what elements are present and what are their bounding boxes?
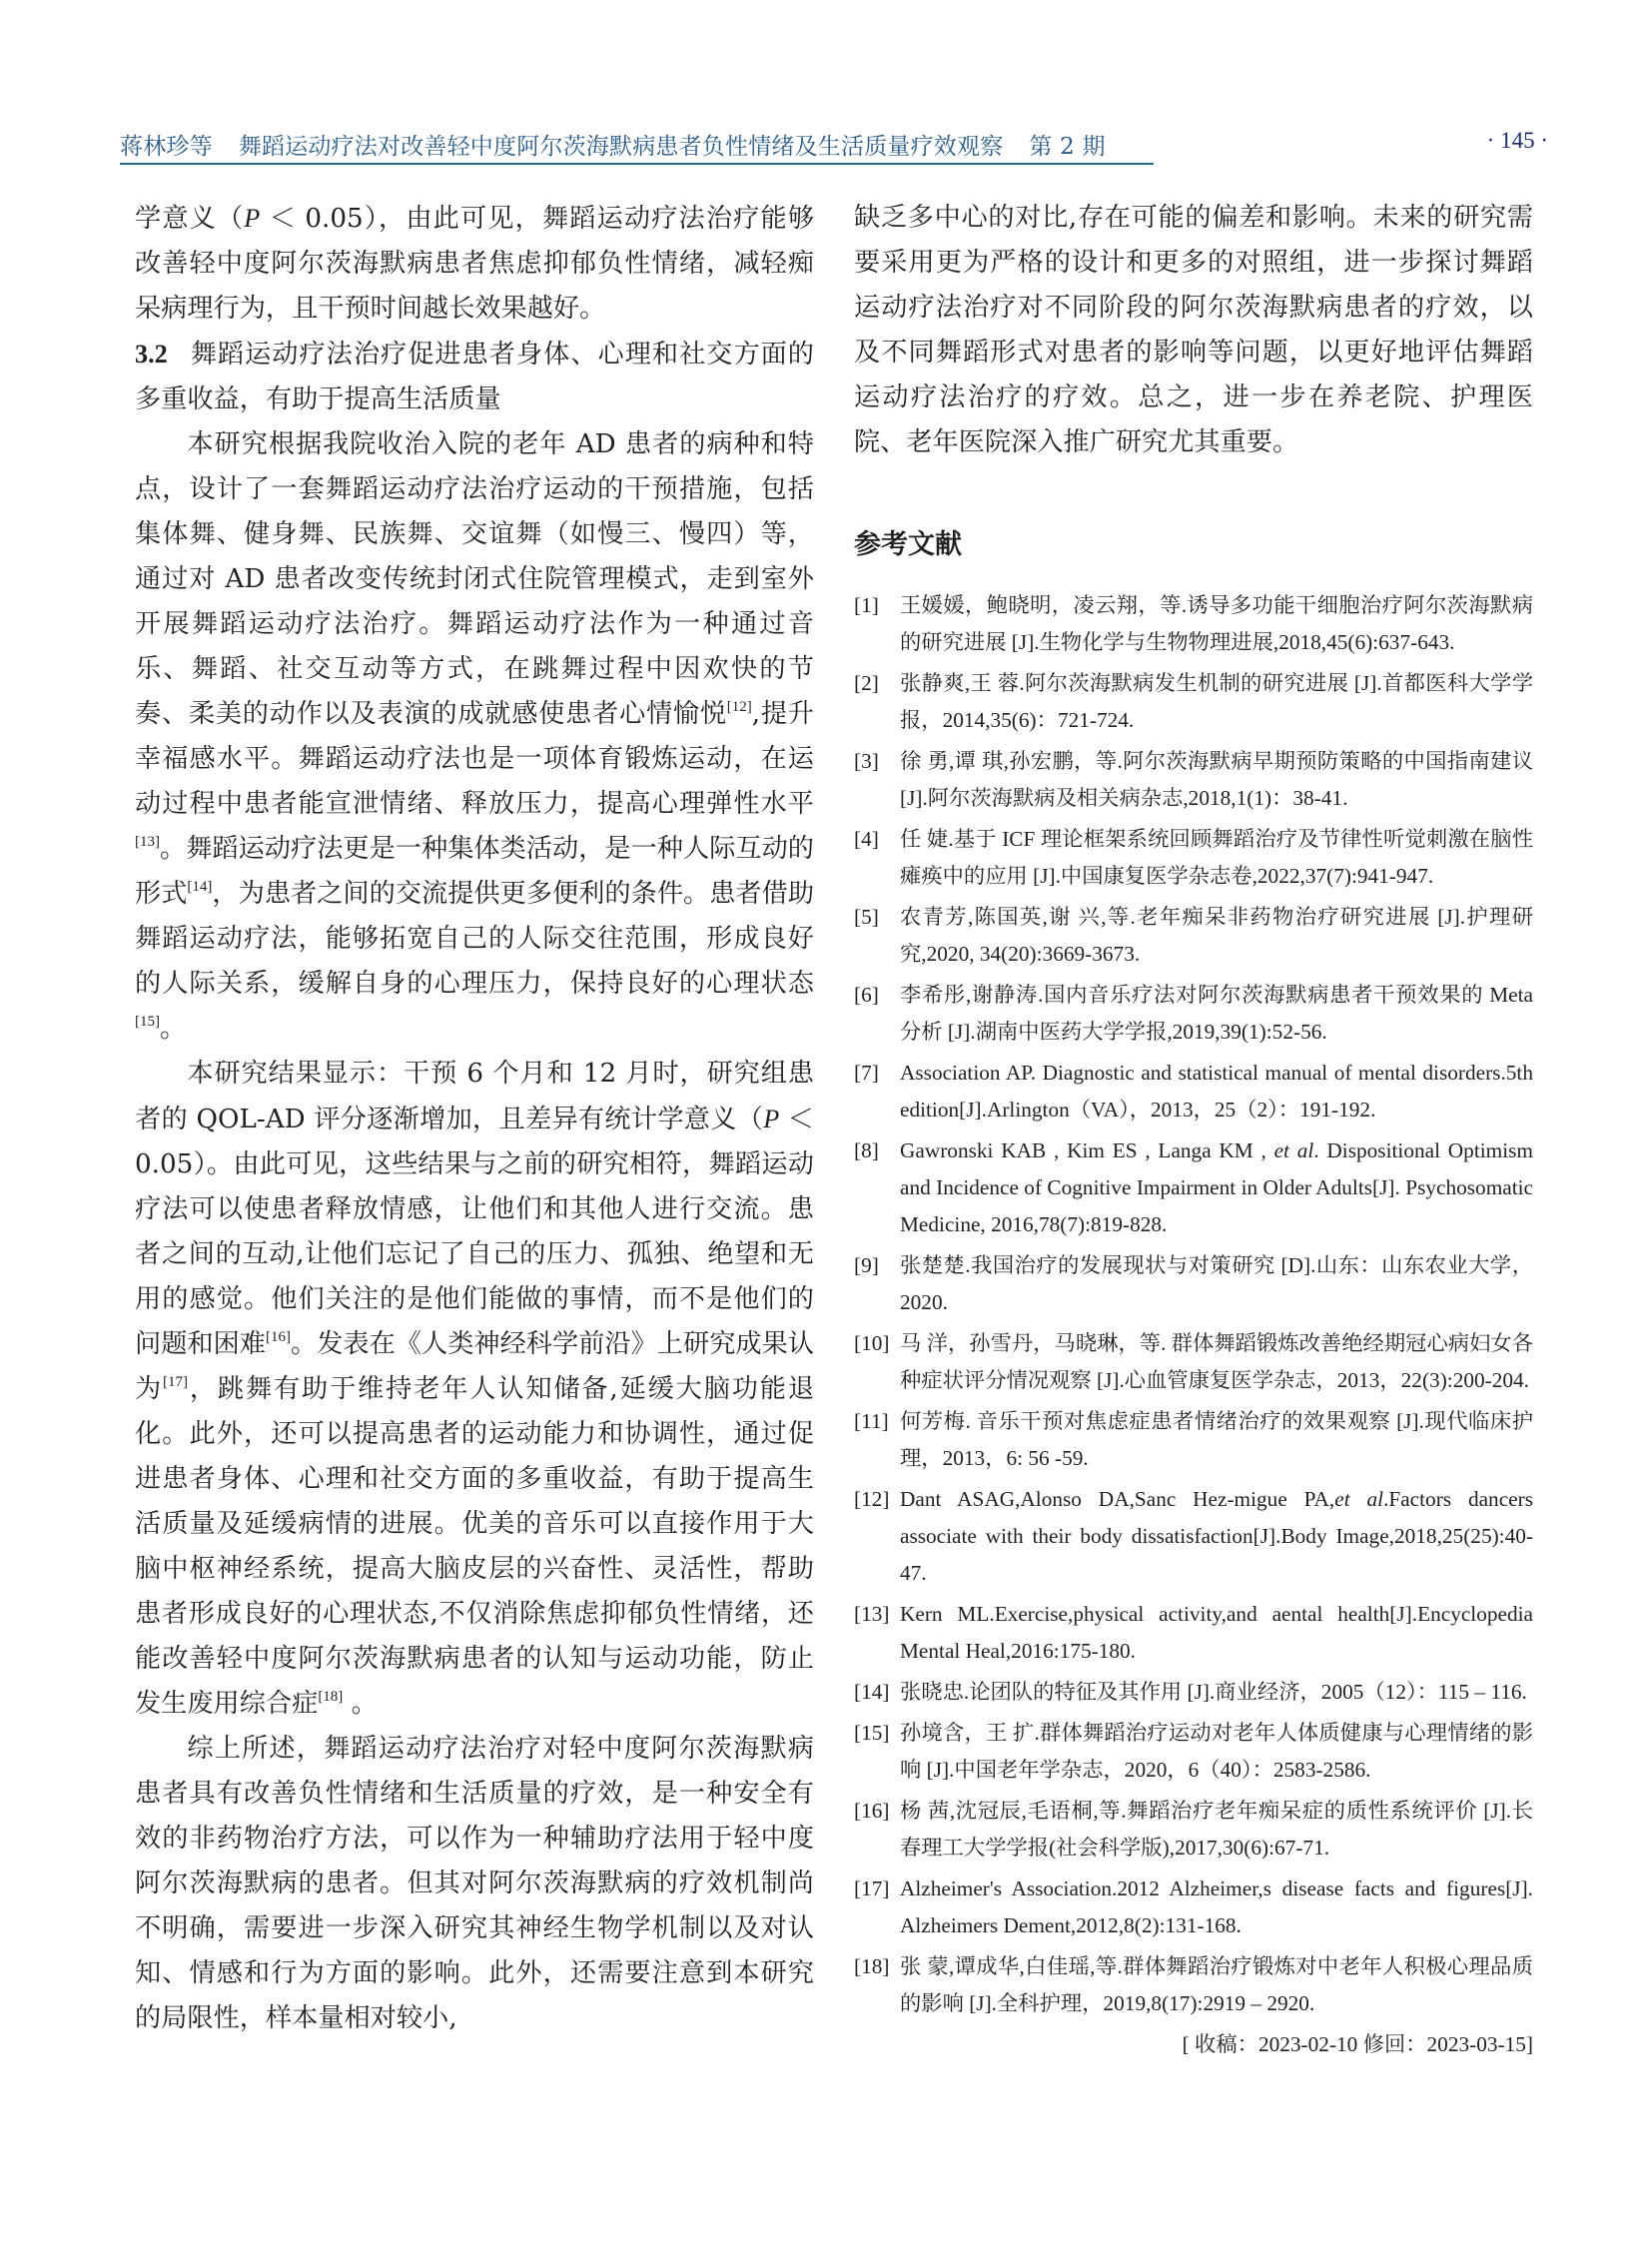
text-run: Gawronski KAB , Kim ES , Langa KM , (900, 1138, 1274, 1162)
reference-text: 孙境含，王 扩.群体舞蹈治疗运动对老年人体质健康与心理情绪的影响 [J].中国老年学杂志，2020，6（40）：2583-2586. (900, 1721, 1533, 1782)
reference-number: [12] (854, 1487, 890, 1511)
reference-text: Kern ML.Exercise,physical activity,and aental health[J].Encyclopedia Mental Heal,2016:175-180. (900, 1602, 1533, 1663)
citation-15[interactable]: [15] (135, 1014, 160, 1030)
reference-number: [5] (854, 905, 879, 929)
reference-item (854, 977, 1533, 1051)
reference-text: Association AP. Diagnostic and statistical manual of mental disorders.5th edition[J].Arlington（VA），2013，25（2）：191-192. (900, 1061, 1533, 1121)
section-number: 3.2 (135, 340, 168, 369)
paragraph-continuation (135, 196, 814, 332)
text-run: . Dispositional Optimism and Incidence of Cognitive Impairment in Older Adults[J]. Psychosomatic Medicine, 2016,78(7):819-828. (900, 1138, 1533, 1236)
citation-13[interactable]: [13] (135, 834, 160, 850)
reference-text (900, 1481, 1533, 1592)
reference-item (854, 899, 1533, 973)
reference-number: [9] (854, 1253, 879, 1277)
paragraph-intervention (135, 422, 814, 1052)
text-run: Dant ASAG,Alonso DA,Sanc Hez-migue PA, (900, 1487, 1335, 1511)
reference-item (854, 1481, 1533, 1592)
reference-item (854, 587, 1533, 661)
reference-number: [14] (854, 1680, 890, 1704)
left-column (135, 196, 814, 2041)
reference-item (854, 1948, 1533, 2022)
reference-text: 任 婕.基于 ICF 理论框架系统回顾舞蹈治疗及节律性听觉刺激在脑性瘫痪中的应用 [J].中国康复医学杂志卷,2022,37(7):941-947. (900, 827, 1533, 888)
reference-number: [1] (854, 593, 879, 617)
reference-text: 张晓忠.论团队的特征及其作用 [J].商业经济，2005（12）：115 – 116. (900, 1680, 1527, 1704)
citation-17[interactable]: [17] (163, 1374, 189, 1390)
text-run: 。 (160, 1014, 187, 1044)
reference-number: [13] (854, 1602, 890, 1626)
header-author: 蒋林珍等 (120, 134, 213, 160)
reference-number: [3] (854, 749, 879, 773)
reference-text: 张 蒙,谭成华,白佳瑶,等.群体舞蹈治疗锻炼对中老年人积极心理品质的影响 [J].全科护理，2019,8(17):2919 – 2920. (900, 1954, 1533, 2015)
text-run: 。发表在《人类神经科学前沿》上研究成果认为 (135, 1329, 814, 1404)
text-run: .Factors dancers associate with their body dissatisfaction[J].Body Image,2018,25(25):40-47. (900, 1487, 1533, 1585)
text-run: 本研究根据我院收治入院的老年 AD 患者的病种和特点，设计了一套舞蹈运动疗法治疗运动的干预措施，包括集体舞、健身舞、民族舞、交谊舞（如慢三、慢四）等，通过对 AD 患者改变传统封闭式住院管理模式，走到室外开展舞蹈运动疗法治疗。舞蹈运动疗法作为一种通过音乐、舞蹈、社交互动等方式，在跳舞过程中因欢快的节奏、柔美的动作以及表演的成就感使患者心情愉悦 (135, 429, 814, 729)
text-run: ,提升幸福感水平。舞蹈运动疗法也是一项体育锻炼运动，在运动过程中患者能宣泄情绪、释放压力，提高心理弹性水平 (135, 699, 814, 819)
reference-item (854, 1793, 1533, 1867)
reference-item (854, 821, 1533, 895)
text-run: 。舞蹈运动疗法更是一种集体类活动，是一种人际互动的形式 (135, 834, 814, 909)
paragraph-results (135, 1052, 814, 1727)
citation-14[interactable]: [14] (187, 879, 213, 895)
text-run: 本研究结果显示：干预 6 个月和 12 月时，研究组患者的 QOL-AD 评分逐渐增加，且差异有统计学意义（ (135, 1059, 814, 1134)
citation-16[interactable]: [16] (266, 1329, 291, 1345)
reference-number: [2] (854, 671, 879, 695)
reference-number: [8] (854, 1138, 879, 1162)
reference-item (854, 1403, 1533, 1477)
text-run: ＜ 0.05）。由此可见，这些结果与之前的研究相符，舞蹈运动疗法可以使患者释放情感，让他们和其他人进行交流。患者之间的互动,让他们忘记了自己的压力、孤独、绝望和无用的感觉。他们关注的是他们能做的事情，而不是他们的问题和困难 (135, 1105, 814, 1359)
reference-number: [10] (854, 1331, 890, 1355)
text-run: ，为患者之间的交流提供更多便利的条件。患者借助舞蹈运动疗法，能够拓宽自己的人际交往范围，形成良好的人际关系，缓解自身的心理压力，保持良好的心理状态 (135, 879, 815, 999)
reference-item (854, 1674, 1533, 1711)
header-article-title: 舞蹈运动疗法对改善轻中度阿尔茨海默病患者负性情绪及生活质量疗效观察 (238, 134, 1004, 160)
reference-text: 徐 勇,谭 琪,孙宏鹏，等.阿尔茨海默病早期预防策略的中国指南建议 [J].阿尔茨海默病及相关病杂志,2018,1(1)：38-41. (900, 749, 1533, 810)
text-run: ，跳舞有助于维持老年人认知储备,延缓大脑功能退化。此外，还可以提高患者的运动能力和协调性，通过促进患者身体、心理和社交方面的多重收益，有助于提高生活质量及延缓病情的进展。优美的音乐可以直接作用于大脑中枢神经系统，提高大脑皮层的兴奋性、灵活性，帮助患者形成良好的心理状态,不仅消除焦虑抑郁负性情绪，还能改善轻中度阿尔茨海默病患者的认知与运动功能，防止发生废用综合症 (135, 1374, 815, 1719)
reference-text: 何芳梅. 音乐干预对焦虑症患者情绪治疗的效果观察 [J].现代临床护理，2013，6: 56 -59. (900, 1409, 1533, 1470)
reference-text: 马 洋，孙雪丹，马晓琳，等. 群体舞蹈锻炼改善绝经期冠心病妇女各种症状评分情况观察 [J].心血管康复医学杂志，2013，22(3):200-204. (900, 1331, 1533, 1392)
reference-text: Alzheimer's Association.2012 Alzheimer,s disease facts and figures[J]. Alzheimers Dement,2012,8(2):131-168. (900, 1876, 1533, 1937)
text-run: 。 (343, 1689, 378, 1719)
header-issue: 第 2 期 (1029, 134, 1106, 160)
running-title (120, 128, 1106, 161)
reference-item (854, 1325, 1533, 1399)
reference-item (854, 1132, 1533, 1243)
reference-item (854, 1247, 1533, 1321)
citation-18[interactable]: [18] (318, 1689, 344, 1705)
reference-number: [16] (854, 1799, 890, 1823)
references-heading: 参考文献 (854, 529, 962, 560)
reference-text: 农青芳,陈国英,谢 兴,等.老年痴呆非药物治疗研究进展 [J].护理研究,2020, 34(20):3669-3673. (900, 905, 1533, 966)
text-run: ＜ 0.05），由此可见，舞蹈运动疗法治疗能够改善轻中度阿尔茨海默病患者焦虑抑郁负性情绪，减轻痴呆病理行为，且干预时间越长效果越好。 (135, 204, 815, 324)
reference-item (854, 743, 1533, 817)
reference-text: 李希彤,谢静涛.国内音乐疗法对阿尔茨海默病患者干预效果的 Meta 分析 [J].湖南中医药大学学报,2019,39(1):52-56. (900, 983, 1533, 1044)
p-value-symbol: P (763, 1105, 780, 1133)
reference-number: [11] (854, 1409, 889, 1433)
et-al-italic: et al (1334, 1487, 1384, 1511)
reference-number: [6] (854, 983, 879, 1007)
citation-12[interactable]: [12] (726, 699, 752, 715)
reference-text: 杨 茜,沈冠辰,毛语桐,等.舞蹈治疗老年痴呆症的质性系统评价 [J].长春理工大学学报(社会科学版),2017,30(6):67-71. (900, 1799, 1533, 1860)
reference-item (854, 1596, 1533, 1670)
text-run: 学意义（ (135, 204, 245, 234)
et-al-italic: et al (1273, 1138, 1314, 1162)
paragraph-conclusion: 综上所述，舞蹈运动疗法治疗对轻中度阿尔茨海默病患者具有改善负性情绪和生活质量的疗效，是一种安全有效的非药物治疗方法，可以作为一种辅助疗法用于轻中度阿尔茨海默病的患者。但其对阿尔茨海默病的疗效机制尚不明确，需要进一步深入研究其神经生物学机制以及对认知、情感和行为方面的影响。此外，还需要注意到本研究的局限性，样本量相对较小, (135, 1734, 814, 2033)
reference-text (900, 1132, 1533, 1243)
header-rule (120, 163, 1154, 165)
reference-number: [18] (854, 1954, 890, 1978)
running-header (120, 128, 1548, 168)
page-number: · 145 · (1486, 128, 1548, 153)
p-value-symbol: P (244, 204, 261, 233)
reference-item (854, 665, 1533, 739)
reference-number: [4] (854, 827, 879, 851)
received-revised-dates: [ 收稿：2023-02-10 修回：2023-03-15] (1182, 2032, 1533, 2056)
section-title: 舞蹈运动疗法治疗促进患者身体、心理和社交方面的多重收益，有助于提高生活质量 (135, 340, 814, 414)
right-column (854, 196, 1533, 2063)
reference-item (854, 1870, 1533, 1944)
reference-item (854, 1715, 1533, 1789)
reference-list (854, 587, 1533, 2022)
reference-text: 张静爽,王 蓉.阿尔茨海默病发生机制的研究进展 [J].首都医科大学学报，2014,35(6)：721-724. (900, 671, 1533, 732)
reference-number: [15] (854, 1721, 890, 1745)
paragraph-limitations: 缺乏多中心的对比,存在可能的偏差和影响。未来的研究需要采用更为严格的设计和更多的对照组，进一步探讨舞蹈运动疗法治疗对不同阶段的阿尔茨海默病患者的疗效，以及不同舞蹈形式对患者的影响等问题，以更好地评估舞蹈运动疗法治疗的疗效。总之，进一步在养老院、护理医院、老年医院深入推广研究尤其重要。 (854, 203, 1533, 457)
reference-number: [7] (854, 1061, 879, 1085)
reference-text: 王媛媛，鲍晓明，凌云翔，等.诱导多功能干细胞治疗阿尔茨海默病的研究进展 [J].生物化学与生物物理进展,2018,45(6):637-643. (900, 593, 1533, 654)
section-heading (135, 332, 814, 422)
reference-item (854, 1055, 1533, 1128)
reference-number: [17] (854, 1876, 890, 1900)
reference-text: 张楚楚.我国治疗的发展现状与对策研究 [D].山东：山东农业大学，2020. (900, 1253, 1533, 1314)
